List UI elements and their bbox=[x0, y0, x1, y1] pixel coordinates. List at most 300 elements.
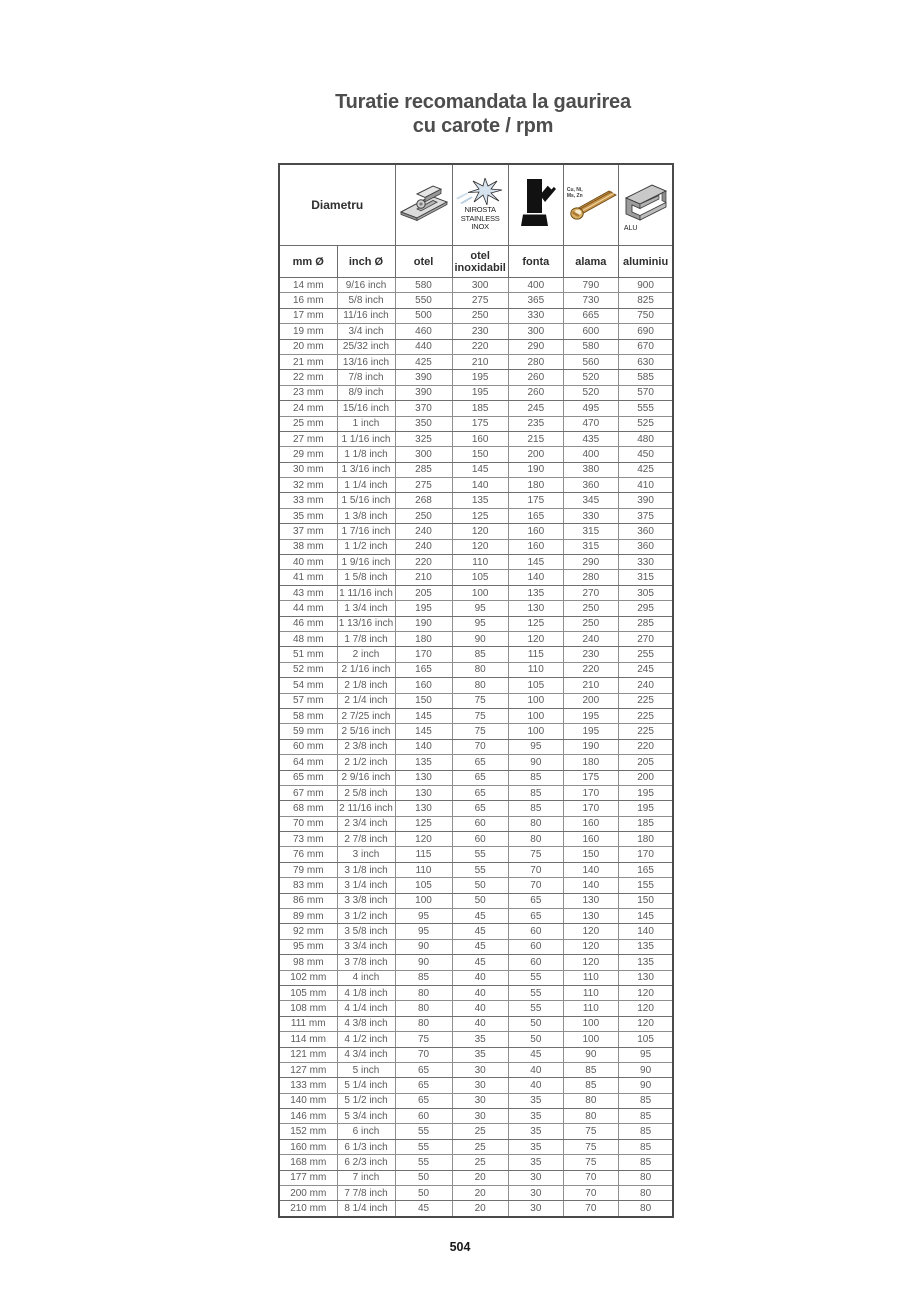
table-cell: 470 bbox=[563, 416, 618, 431]
table-cell: 15/16 inch bbox=[337, 401, 395, 416]
table-cell: 55 bbox=[395, 1124, 452, 1139]
table-cell: 2 9/16 inch bbox=[337, 770, 395, 785]
table-cell: 30 bbox=[508, 1201, 563, 1217]
table-cell: 85 bbox=[563, 1078, 618, 1093]
table-cell: 50 bbox=[395, 1170, 452, 1185]
table-row bbox=[279, 862, 673, 877]
table-cell: 300 bbox=[395, 447, 452, 462]
table-cell: 100 bbox=[563, 1016, 618, 1031]
table-cell: 11/16 inch bbox=[337, 308, 395, 323]
table-cell: 165 bbox=[395, 662, 452, 677]
table-cell: 195 bbox=[452, 370, 508, 385]
table-cell: 60 bbox=[452, 816, 508, 831]
table-cell: 5/8 inch bbox=[337, 293, 395, 308]
table-row bbox=[279, 1093, 673, 1108]
table-cell: 25 bbox=[452, 1124, 508, 1139]
stainless-icon-caption: NIROSTA STAINLESS INOX bbox=[460, 205, 500, 232]
table-cell: 90 bbox=[508, 755, 563, 770]
table-cell: 200 mm bbox=[279, 1186, 337, 1201]
table-cell: 95 mm bbox=[279, 939, 337, 954]
table-cell: 108 mm bbox=[279, 1001, 337, 1016]
table-cell: 50 bbox=[452, 878, 508, 893]
table-cell: 145 bbox=[395, 724, 452, 739]
diametru-header-cell: Diametru bbox=[279, 164, 395, 246]
aluminium-profile-icon bbox=[621, 181, 671, 225]
brass-icon-caption: Cu, Ni, Ms, Zn bbox=[566, 187, 583, 199]
table-cell: 44 mm bbox=[279, 601, 337, 616]
table-cell: 30 bbox=[508, 1186, 563, 1201]
table-cell: 40 bbox=[452, 1001, 508, 1016]
table-cell: 168 mm bbox=[279, 1155, 337, 1170]
table-row bbox=[279, 909, 673, 924]
table-cell: 240 bbox=[563, 631, 618, 646]
table-cell: 55 bbox=[395, 1139, 452, 1154]
table-cell: 330 bbox=[618, 555, 673, 570]
table-row bbox=[279, 878, 673, 893]
table-cell: 195 bbox=[618, 785, 673, 800]
table-row bbox=[279, 816, 673, 831]
table-cell: 130 bbox=[395, 770, 452, 785]
table-cell: 5 1/4 inch bbox=[337, 1078, 395, 1093]
table-cell: 85 bbox=[618, 1093, 673, 1108]
table-row bbox=[279, 1170, 673, 1185]
table-cell: 150 bbox=[395, 693, 452, 708]
table-cell: 40 bbox=[452, 970, 508, 985]
table-row bbox=[279, 647, 673, 662]
col-label-inch: inch Ø bbox=[337, 246, 395, 278]
col-label-mm: mm Ø bbox=[279, 246, 337, 278]
table-cell: 195 bbox=[563, 724, 618, 739]
table-cell: 225 bbox=[618, 693, 673, 708]
table-cell: 8/9 inch bbox=[337, 385, 395, 400]
table-cell: 85 bbox=[618, 1155, 673, 1170]
table-cell: 121 mm bbox=[279, 1047, 337, 1062]
table-cell: 1 13/16 inch bbox=[337, 616, 395, 631]
table-row bbox=[279, 462, 673, 477]
table-cell: 92 mm bbox=[279, 924, 337, 939]
table-cell: 75 bbox=[563, 1124, 618, 1139]
table-row bbox=[279, 708, 673, 723]
table-row bbox=[279, 955, 673, 970]
table-cell: 52 mm bbox=[279, 662, 337, 677]
table-cell: 8 1/4 inch bbox=[337, 1201, 395, 1217]
table-cell: 89 mm bbox=[279, 909, 337, 924]
table-cell: 290 bbox=[508, 339, 563, 354]
table-cell: 120 bbox=[395, 832, 452, 847]
table-cell: 90 bbox=[395, 939, 452, 954]
table-cell: 300 bbox=[508, 324, 563, 339]
table-cell: 120 bbox=[563, 939, 618, 954]
table-cell: 100 bbox=[508, 708, 563, 723]
table-cell: 27 mm bbox=[279, 431, 337, 446]
table-cell: 79 mm bbox=[279, 862, 337, 877]
table-cell: 54 mm bbox=[279, 678, 337, 693]
table-cell: 55 bbox=[452, 847, 508, 862]
table-cell: 2 inch bbox=[337, 647, 395, 662]
table-cell: 60 mm bbox=[279, 739, 337, 754]
table-cell: 160 bbox=[508, 539, 563, 554]
table-cell: 21 mm bbox=[279, 354, 337, 369]
table-cell: 180 bbox=[618, 832, 673, 847]
table-cell: 230 bbox=[563, 647, 618, 662]
table-cell: 95 bbox=[618, 1047, 673, 1062]
table-cell: 390 bbox=[618, 493, 673, 508]
table-cell: 360 bbox=[618, 539, 673, 554]
table-cell: 410 bbox=[618, 478, 673, 493]
table-cell: 75 bbox=[563, 1139, 618, 1154]
table-cell: 25/32 inch bbox=[337, 339, 395, 354]
table-cell: 185 bbox=[452, 401, 508, 416]
table-cell: 1 1/8 inch bbox=[337, 447, 395, 462]
table-cell: 35 bbox=[508, 1155, 563, 1170]
table-cell: 165 bbox=[508, 508, 563, 523]
table-cell: 1 7/8 inch bbox=[337, 631, 395, 646]
table-cell: 55 bbox=[395, 1155, 452, 1170]
table-cell: 133 mm bbox=[279, 1078, 337, 1093]
table-cell: 240 bbox=[618, 678, 673, 693]
table-cell: 145 bbox=[395, 708, 452, 723]
table-row bbox=[279, 601, 673, 616]
table-cell: 35 bbox=[452, 1032, 508, 1047]
table-cell: 80 bbox=[395, 985, 452, 1000]
table-cell: 250 bbox=[563, 601, 618, 616]
table-cell: 20 bbox=[452, 1186, 508, 1201]
table-cell: 57 mm bbox=[279, 693, 337, 708]
table-cell: 35 bbox=[508, 1109, 563, 1124]
table-cell: 210 bbox=[563, 678, 618, 693]
table-cell: 85 bbox=[618, 1124, 673, 1139]
table-cell: 280 bbox=[563, 570, 618, 585]
table-cell: 24 mm bbox=[279, 401, 337, 416]
table-row bbox=[279, 739, 673, 754]
table-cell: 225 bbox=[618, 724, 673, 739]
table-cell: 90 bbox=[618, 1062, 673, 1077]
table-cell: 105 bbox=[618, 1032, 673, 1047]
table-row bbox=[279, 1032, 673, 1047]
steel-icon-cell bbox=[395, 164, 452, 246]
table-cell: 48 mm bbox=[279, 631, 337, 646]
table-row bbox=[279, 1109, 673, 1124]
table-cell: 425 bbox=[395, 354, 452, 369]
table-cell: 305 bbox=[618, 585, 673, 600]
table-cell: 400 bbox=[508, 278, 563, 293]
table-cell: 665 bbox=[563, 308, 618, 323]
table-cell: 350 bbox=[395, 416, 452, 431]
table-cell: 315 bbox=[563, 539, 618, 554]
table-cell: 315 bbox=[618, 570, 673, 585]
table-cell: 300 bbox=[452, 278, 508, 293]
table-cell: 210 mm bbox=[279, 1201, 337, 1217]
table-cell: 495 bbox=[563, 401, 618, 416]
table-cell: 170 bbox=[395, 647, 452, 662]
table-row bbox=[279, 724, 673, 739]
table-cell: 80 bbox=[508, 832, 563, 847]
table-cell: 155 bbox=[618, 878, 673, 893]
table-cell: 175 bbox=[508, 493, 563, 508]
table-cell: 750 bbox=[618, 308, 673, 323]
table-cell: 100 bbox=[395, 893, 452, 908]
table-cell: 50 bbox=[452, 893, 508, 908]
cast-iron-icon-cell bbox=[508, 164, 563, 246]
table-row bbox=[279, 493, 673, 508]
table-cell: 30 bbox=[508, 1170, 563, 1185]
table-cell: 160 bbox=[563, 832, 618, 847]
table-cell: 260 bbox=[508, 370, 563, 385]
table-cell: 285 bbox=[395, 462, 452, 477]
table-row bbox=[279, 924, 673, 939]
table-row bbox=[279, 847, 673, 862]
table-cell: 80 bbox=[452, 662, 508, 677]
table-cell: 80 bbox=[618, 1186, 673, 1201]
table-row bbox=[279, 339, 673, 354]
table-cell: 180 bbox=[508, 478, 563, 493]
table-cell: 75 bbox=[452, 724, 508, 739]
steel-beam-icon bbox=[400, 184, 448, 222]
table-cell: 130 bbox=[395, 785, 452, 800]
table-cell: 135 bbox=[618, 939, 673, 954]
table-cell: 1 1/2 inch bbox=[337, 539, 395, 554]
table-cell: 20 bbox=[452, 1201, 508, 1217]
table-cell: 125 bbox=[508, 616, 563, 631]
table-cell: 140 bbox=[508, 570, 563, 585]
table-row bbox=[279, 478, 673, 493]
table-cell: 135 bbox=[395, 755, 452, 770]
table-cell: 4 3/4 inch bbox=[337, 1047, 395, 1062]
table-cell: 6 inch bbox=[337, 1124, 395, 1139]
table-cell: 65 bbox=[452, 755, 508, 770]
table-cell: 40 mm bbox=[279, 555, 337, 570]
table-cell: 59 mm bbox=[279, 724, 337, 739]
table-cell: 435 bbox=[563, 431, 618, 446]
table-cell: 23 mm bbox=[279, 385, 337, 400]
table-cell: 170 bbox=[618, 847, 673, 862]
table-cell: 85 bbox=[618, 1139, 673, 1154]
table-row bbox=[279, 755, 673, 770]
table-cell: 45 bbox=[452, 939, 508, 954]
table-cell: 190 bbox=[563, 739, 618, 754]
table-cell: 280 bbox=[508, 354, 563, 369]
table-cell: 130 bbox=[618, 970, 673, 985]
table-cell: 65 bbox=[395, 1093, 452, 1108]
table-cell: 480 bbox=[618, 431, 673, 446]
table-cell: 525 bbox=[618, 416, 673, 431]
table-cell: 185 bbox=[618, 816, 673, 831]
table-cell: 220 bbox=[395, 555, 452, 570]
table-cell: 285 bbox=[618, 616, 673, 631]
material-icon-row bbox=[279, 164, 673, 246]
table-cell: 50 bbox=[395, 1186, 452, 1201]
table-cell: 80 bbox=[395, 1016, 452, 1031]
table-row bbox=[279, 616, 673, 631]
table-cell: 65 bbox=[452, 770, 508, 785]
table-cell: 370 bbox=[395, 401, 452, 416]
table-cell: 225 bbox=[618, 708, 673, 723]
table-row bbox=[279, 785, 673, 800]
table-cell: 80 bbox=[618, 1170, 673, 1185]
table-cell: 65 bbox=[452, 785, 508, 800]
table-cell: 255 bbox=[618, 647, 673, 662]
table-cell: 25 bbox=[452, 1155, 508, 1170]
table-cell: 245 bbox=[508, 401, 563, 416]
table-cell: 16 mm bbox=[279, 293, 337, 308]
table-cell: 1 7/16 inch bbox=[337, 524, 395, 539]
table-cell: 115 bbox=[508, 647, 563, 662]
table-cell: 80 bbox=[563, 1093, 618, 1108]
table-cell: 2 7/8 inch bbox=[337, 832, 395, 847]
table-cell: 70 bbox=[452, 739, 508, 754]
table-cell: 190 bbox=[508, 462, 563, 477]
table-cell: 105 bbox=[452, 570, 508, 585]
table-cell: 65 mm bbox=[279, 770, 337, 785]
table-cell: 160 mm bbox=[279, 1139, 337, 1154]
table-cell: 3 7/8 inch bbox=[337, 955, 395, 970]
table-cell: 60 bbox=[452, 832, 508, 847]
table-cell: 177 mm bbox=[279, 1170, 337, 1185]
table-cell: 120 bbox=[618, 985, 673, 1000]
table-cell: 270 bbox=[618, 631, 673, 646]
table-cell: 152 mm bbox=[279, 1124, 337, 1139]
table-cell: 2 1/4 inch bbox=[337, 693, 395, 708]
table-cell: 40 bbox=[508, 1078, 563, 1093]
table-cell: 380 bbox=[563, 462, 618, 477]
table-cell: 75 bbox=[508, 847, 563, 862]
table-cell: 6 1/3 inch bbox=[337, 1139, 395, 1154]
table-cell: 240 bbox=[395, 539, 452, 554]
table-cell: 2 3/8 inch bbox=[337, 739, 395, 754]
table-cell: 195 bbox=[452, 385, 508, 400]
table-cell: 200 bbox=[563, 693, 618, 708]
table-cell: 58 mm bbox=[279, 708, 337, 723]
table-row bbox=[279, 385, 673, 400]
table-cell: 180 bbox=[563, 755, 618, 770]
table-cell: 195 bbox=[563, 708, 618, 723]
table-cell: 145 bbox=[618, 909, 673, 924]
table-row bbox=[279, 678, 673, 693]
table-cell: 400 bbox=[563, 447, 618, 462]
table-cell: 270 bbox=[563, 585, 618, 600]
table-cell: 45 bbox=[395, 1201, 452, 1217]
table-cell: 120 bbox=[563, 955, 618, 970]
table-cell: 29 mm bbox=[279, 447, 337, 462]
table-cell: 80 bbox=[563, 1109, 618, 1124]
table-cell: 45 bbox=[452, 909, 508, 924]
table-cell: 65 bbox=[395, 1078, 452, 1093]
table-cell: 70 bbox=[508, 878, 563, 893]
table-cell: 290 bbox=[563, 555, 618, 570]
table-cell: 105 mm bbox=[279, 985, 337, 1000]
table-row bbox=[279, 1201, 673, 1217]
table-row bbox=[279, 324, 673, 339]
brass-icon-cell bbox=[563, 164, 618, 246]
table-cell: 100 bbox=[508, 724, 563, 739]
table-cell: 150 bbox=[618, 893, 673, 908]
table-cell: 1 3/8 inch bbox=[337, 508, 395, 523]
table-cell: 160 bbox=[563, 816, 618, 831]
table-cell: 210 bbox=[452, 354, 508, 369]
table-cell: 75 bbox=[563, 1155, 618, 1170]
aluminium-icon-caption: ALU bbox=[623, 225, 638, 232]
table-cell: 86 mm bbox=[279, 893, 337, 908]
table-cell: 45 bbox=[452, 924, 508, 939]
table-cell: 55 bbox=[508, 985, 563, 1000]
table-cell: 5 inch bbox=[337, 1062, 395, 1077]
table-cell: 85 bbox=[508, 785, 563, 800]
table-row bbox=[279, 893, 673, 908]
table-cell: 235 bbox=[508, 416, 563, 431]
table-cell: 125 bbox=[452, 508, 508, 523]
table-cell: 110 bbox=[508, 662, 563, 677]
table-cell: 110 bbox=[452, 555, 508, 570]
table-cell: 41 mm bbox=[279, 570, 337, 585]
table-row bbox=[279, 1001, 673, 1016]
table-cell: 520 bbox=[563, 370, 618, 385]
table-cell: 200 bbox=[508, 447, 563, 462]
table-cell: 85 bbox=[618, 1109, 673, 1124]
table-cell: 70 bbox=[563, 1170, 618, 1185]
table-cell: 130 bbox=[508, 601, 563, 616]
table-cell: 1 inch bbox=[337, 416, 395, 431]
table-cell: 1 1/4 inch bbox=[337, 478, 395, 493]
table-cell: 205 bbox=[618, 755, 673, 770]
table-cell: 70 bbox=[508, 862, 563, 877]
table-cell: 68 mm bbox=[279, 801, 337, 816]
table-cell: 205 bbox=[395, 585, 452, 600]
table-cell: 230 bbox=[452, 324, 508, 339]
table-cell: 120 bbox=[618, 1016, 673, 1031]
table-cell: 2 7/25 inch bbox=[337, 708, 395, 723]
table-row bbox=[279, 985, 673, 1000]
page-title bbox=[283, 90, 683, 138]
table-cell: 140 mm bbox=[279, 1093, 337, 1108]
col-label-otel-inoxidabil: otel inoxidabil bbox=[452, 246, 508, 278]
table-cell: 146 mm bbox=[279, 1109, 337, 1124]
table-cell: 330 bbox=[508, 308, 563, 323]
table-row bbox=[279, 662, 673, 677]
table-cell: 110 bbox=[563, 970, 618, 985]
table-cell: 1 3/16 inch bbox=[337, 462, 395, 477]
table-cell: 4 inch bbox=[337, 970, 395, 985]
table-cell: 115 bbox=[395, 847, 452, 862]
stainless-icon-cell bbox=[452, 164, 508, 246]
table-cell: 130 bbox=[563, 909, 618, 924]
table-row bbox=[279, 416, 673, 431]
table-cell: 275 bbox=[452, 293, 508, 308]
table-cell: 215 bbox=[508, 431, 563, 446]
col-label-fonta: fonta bbox=[508, 246, 563, 278]
table-cell: 75 bbox=[395, 1032, 452, 1047]
table-cell: 2 1/2 inch bbox=[337, 755, 395, 770]
table-cell: 32 mm bbox=[279, 478, 337, 493]
table-cell: 20 bbox=[452, 1170, 508, 1185]
table-cell: 105 bbox=[395, 878, 452, 893]
table-cell: 730 bbox=[563, 293, 618, 308]
table-cell: 80 bbox=[452, 678, 508, 693]
table-cell: 95 bbox=[508, 739, 563, 754]
table-cell: 390 bbox=[395, 370, 452, 385]
table-cell: 7 7/8 inch bbox=[337, 1186, 395, 1201]
table-cell: 120 bbox=[452, 539, 508, 554]
table-cell: 22 mm bbox=[279, 370, 337, 385]
table-cell: 13/16 inch bbox=[337, 354, 395, 369]
page-title-line1: Turatie recomandata la gaurirea bbox=[335, 91, 631, 113]
table-cell: 2 1/8 inch bbox=[337, 678, 395, 693]
table-cell: 100 bbox=[563, 1032, 618, 1047]
table-cell: 160 bbox=[395, 678, 452, 693]
table-cell: 220 bbox=[452, 339, 508, 354]
table-cell: 4 1/4 inch bbox=[337, 1001, 395, 1016]
table-cell: 70 bbox=[563, 1186, 618, 1201]
table-cell: 25 bbox=[452, 1139, 508, 1154]
